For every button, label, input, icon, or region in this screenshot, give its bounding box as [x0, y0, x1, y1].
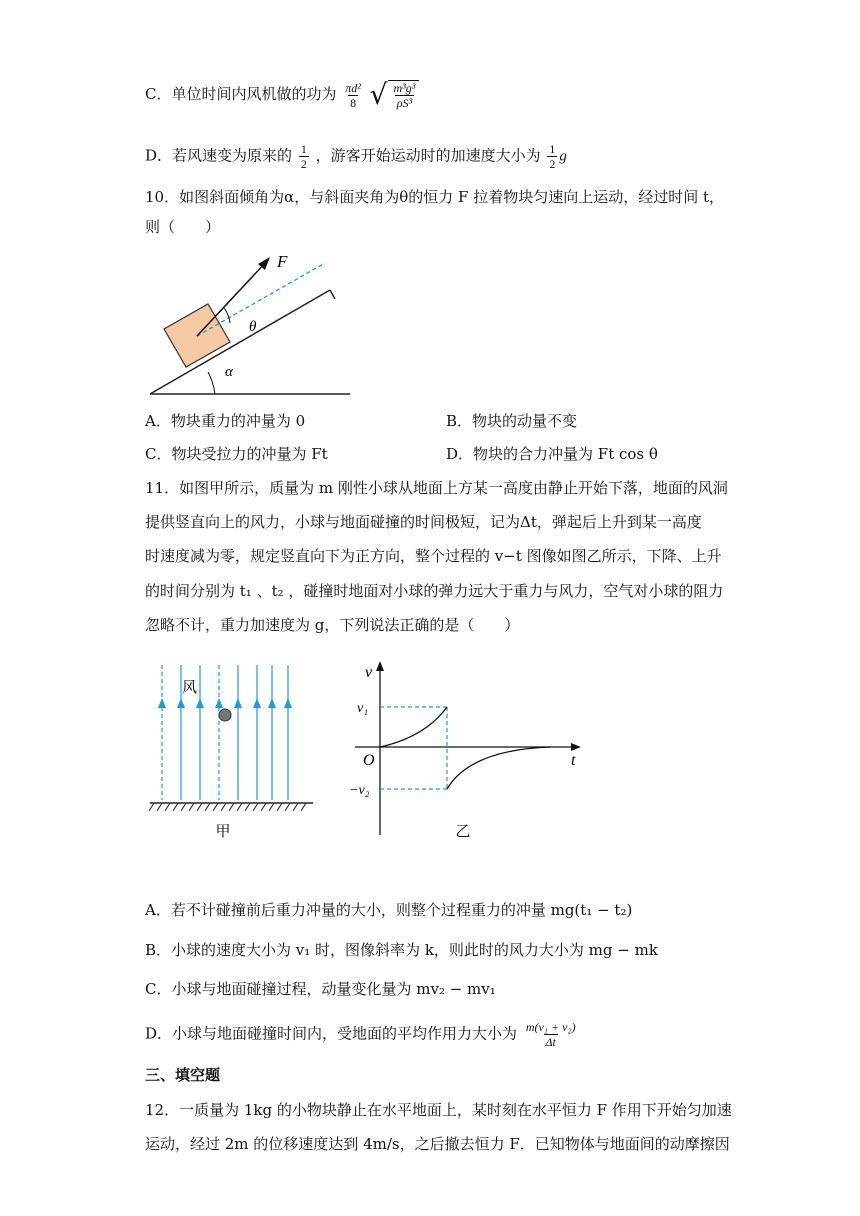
v-axis-arrow-icon [376, 661, 384, 671]
t-axis-arrow-icon [571, 743, 581, 751]
q9-option-c-root [370, 80, 420, 110]
label-jia: 甲 [215, 822, 231, 840]
root-denominator: ρS³ [396, 96, 413, 110]
ball [219, 709, 231, 721]
q12-stem-line1: 12．一质量为 1kg 的小物块静止在水平地面上，某时刻在水平恒力 F 作用下开始匀加速 [145, 1101, 732, 1119]
q10-option-b: B．物块的动量不变 [446, 412, 578, 430]
force-denominator: Δt [545, 1035, 556, 1049]
q11-vt-graph [335, 655, 595, 840]
wind-arrowheads-icon [158, 698, 292, 708]
section-title-fill-in: 三、填空题 [145, 1066, 221, 1084]
q11-option-c: C．小球与地面碰撞过程，动量变化量为 mv₂ − mv₁ [145, 980, 496, 998]
coef-denominator: 8 [350, 95, 357, 110]
coef-numerator: πd² [345, 80, 361, 95]
q11-option-d [145, 1020, 580, 1049]
q11-stem-line3: 时速度减为零，规定竖直向下为正方向，整个过程的 v−t 图像如图乙所示，下降、上升 [145, 547, 722, 565]
label-origin: O [363, 752, 375, 769]
accel-fraction-den: 2 [549, 157, 556, 171]
label-theta: θ [249, 319, 257, 335]
ground-hatch [149, 803, 306, 811]
descent-curve [380, 707, 447, 747]
q9-option-c-coefficient [343, 81, 363, 110]
label-v: v [365, 664, 373, 681]
q10-stem-line2: 则（ ） [145, 218, 221, 236]
q12-stem-line2: 运动，经过 2m 的位移速度达到 4m/s，之后撤去恒力 F．已知物体与地面间的动摩擦因 [145, 1135, 730, 1153]
force-numerator: m(v₁ + v₂) [525, 1020, 576, 1034]
q10-option-d: D．物块的合力冲量为 Ft cos θ [446, 445, 658, 463]
label-v1: v₁ [357, 701, 369, 716]
q9-option-c-text: C．单位时间内风机做的功为 [145, 85, 337, 103]
label-neg-v2: −v₂ [349, 783, 370, 798]
q9-option-d-text1: D．若风速变为原来的 [145, 146, 293, 165]
force-arrow [197, 261, 267, 336]
q10-incline-figure [145, 245, 360, 400]
q9-option-d [145, 142, 567, 171]
q10-option-c: C．物块受拉力的冲量为 Ft [145, 445, 328, 463]
dashed-incline-direction [197, 263, 325, 336]
accel-fraction-num: 1 [549, 142, 556, 156]
label-t: t [571, 752, 576, 769]
q9-option-d-text2: ，游客开始运动时的加速度大小为 [315, 146, 541, 165]
accel-g: g [559, 148, 567, 165]
q10-option-a: A．物块重力的冲量为 0 [145, 412, 306, 430]
q11-stem-line1: 11．如图甲所示，质量为 m 刚性小球从地面上方某一高度由静止开始下落，地面的风洞 [145, 479, 728, 497]
q11-option-d-text: D．小球与地面碰撞时间内，受地面的平均作用力大小为 [145, 1024, 518, 1043]
label-alpha: α [225, 364, 233, 380]
q11-stem-line5: 忽略不计，重力加速度为 g，下列说法正确的是（ ） [145, 616, 520, 634]
q11-option-b: B．小球的速度大小为 v₁ 时，图像斜率为 k，则此时的风力大小为 mg − mk [145, 941, 658, 959]
speed-fraction-num: 1 [300, 142, 307, 156]
label-yi: 乙 [455, 822, 471, 840]
speed-fraction-den: 2 [300, 157, 307, 171]
q11-wind-tunnel-figure [148, 660, 318, 840]
label-F: F [277, 252, 288, 271]
ascent-curve [447, 747, 550, 789]
root-numerator: m³g³ [393, 81, 416, 95]
q10-stem-line1: 10．如图斜面倾角为α，与斜面夹角为θ的恒力 F 拉着物块匀速向上运动，经过时间 t， [145, 188, 724, 206]
q11-option-a: A．若不计碰撞前后重力冲量的大小，则整个过程重力的冲量 mg(t₁ − t₂) [145, 901, 633, 919]
q11-stem-line4: 的时间分别为 t₁ 、t₂ ，碰撞时地面对小球的弹力远大于重力与风力，空气对小球的阻力 [145, 582, 724, 600]
q11-stem-line2: 提供竖直向上的风力，小球与地面碰撞的时间极短，记为Δt，弹起后上升到某一高度 [145, 513, 702, 531]
label-wind: 风 [182, 678, 198, 696]
radical-sign-icon: √ [369, 78, 388, 111]
q9-option-c [145, 80, 419, 110]
